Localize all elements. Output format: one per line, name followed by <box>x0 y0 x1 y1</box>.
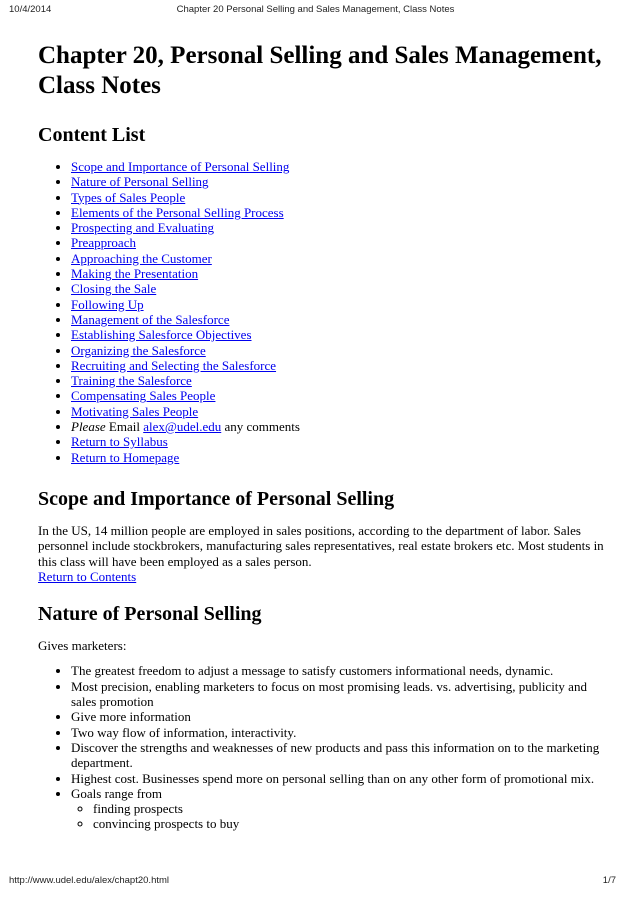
document-body <box>38 41 610 850</box>
list-item: ◦ convincing prospects to buy <box>93 816 610 831</box>
nature-intro: Gives marketers: <box>38 638 127 654</box>
toc-link-motivating[interactable]: Motivating Sales People <box>71 403 199 419</box>
toc-item <box>71 388 610 403</box>
toc-link-management[interactable]: Management of the Salesforce <box>71 311 230 327</box>
toc-link-compensating[interactable]: Compensating Sales People <box>71 388 216 404</box>
toc-link-organizing[interactable]: Organizing the Salesforce <box>71 342 206 358</box>
list-item: • Give more information <box>71 709 610 724</box>
goals-item <box>71 786 610 832</box>
page-title: Chapter 20, Personal Selling and Sales Management, Class Notes <box>38 42 602 99</box>
toc-item <box>71 190 610 205</box>
toc-item <box>71 281 610 296</box>
list-item: • Most precision, enabling marketers to focus on most promising leads. vs. advertising, publicity and sales promotion <box>71 679 610 710</box>
nature-list <box>38 663 610 831</box>
list-item: • Discover the strengths and weaknesses of new products and pass this information on to the marketing department. <box>71 740 610 771</box>
toc-item <box>71 327 610 342</box>
toc-item <box>71 235 610 250</box>
toc-item <box>71 404 610 419</box>
list-item: • Highest cost. Businesses spend more on personal selling than on any other form of promotional mix. <box>71 771 610 786</box>
list-item: ◦ finding prospects <box>93 801 610 816</box>
toc-link-following-up[interactable]: Following Up <box>71 296 144 312</box>
scope-body: In the US, 14 million people are employed in sales positions, according to the department of labor. Sales personnel include stockbrokers, manufacturing sales representatives, real estate brokers etc. Most students in this class will have been employed as a sales person. <box>38 522 604 569</box>
toc-link-closing[interactable]: Closing the Sale <box>71 281 157 297</box>
toc-link-elements[interactable]: Elements of the Personal Selling Process <box>71 204 284 220</box>
toc-link-approaching[interactable]: Approaching the Customer <box>71 250 212 266</box>
print-footer <box>9 875 616 889</box>
nature-heading: Nature of Personal Selling <box>38 603 262 626</box>
toc-item <box>71 434 610 449</box>
print-header <box>9 4 622 18</box>
nature-section <box>38 602 610 832</box>
toc-item <box>71 297 610 312</box>
toc-link-preapproach[interactable]: Preapproach <box>71 235 136 251</box>
return-syllabus-link[interactable]: Return to Syllabus <box>71 434 168 450</box>
toc-item <box>71 251 610 266</box>
toc-link-prospecting[interactable]: Prospecting and Evaluating <box>71 220 214 236</box>
print-url: http://www.udel.edu/alex/chapt20.html <box>9 875 170 886</box>
content-list <box>38 159 610 465</box>
toc-item <box>71 343 610 358</box>
toc-item <box>71 450 610 465</box>
toc-item <box>71 266 610 281</box>
print-date: 10/4/2014 <box>9 4 52 15</box>
print-doc-title: Chapter 20 Personal Selling and Sales Management, Class Notes <box>176 4 455 15</box>
toc-link-types[interactable]: Types of Sales People <box>71 189 186 205</box>
goals-list <box>71 801 610 832</box>
return-homepage-link[interactable]: Return to Homepage <box>71 449 180 465</box>
list-item: • Two way flow of information, interactivity. <box>71 725 610 740</box>
page-number: 1/7 <box>602 875 616 886</box>
toc-item <box>71 312 610 327</box>
content-list-heading: Content List <box>38 124 146 146</box>
goals-label: Goals range from <box>71 785 162 801</box>
scope-section <box>38 487 610 584</box>
toc-link-training[interactable]: Training the Salesforce <box>71 373 192 389</box>
toc-link-recruiting[interactable]: Recruiting and Selecting the Salesforce <box>71 357 277 373</box>
toc-item <box>71 358 610 373</box>
toc-link-presentation[interactable]: Making the Presentation <box>71 266 199 282</box>
toc-item <box>71 220 610 235</box>
toc-link-objectives[interactable]: Establishing Salesforce Objectives <box>71 327 252 343</box>
toc-item <box>71 159 610 174</box>
toc-link-scope[interactable]: Scope and Importance of Personal Selling <box>71 159 290 174</box>
email-word: Email <box>105 419 144 435</box>
toc-item <box>71 174 610 189</box>
toc-item <box>71 373 610 388</box>
toc-link-nature[interactable]: Nature of Personal Selling <box>71 174 209 190</box>
email-item <box>71 419 610 434</box>
email-suffix: any comments <box>221 419 300 435</box>
return-to-contents-link[interactable]: Return to Contents <box>38 568 137 584</box>
list-item: • The greatest freedom to adjust a message to satisfy customers informational needs, dynamic. <box>71 663 610 678</box>
please-text: Please <box>71 419 106 435</box>
toc-item <box>71 205 610 220</box>
email-link[interactable]: alex@udel.edu <box>143 419 222 435</box>
scope-heading: Scope and Importance of Personal Selling <box>38 487 395 510</box>
